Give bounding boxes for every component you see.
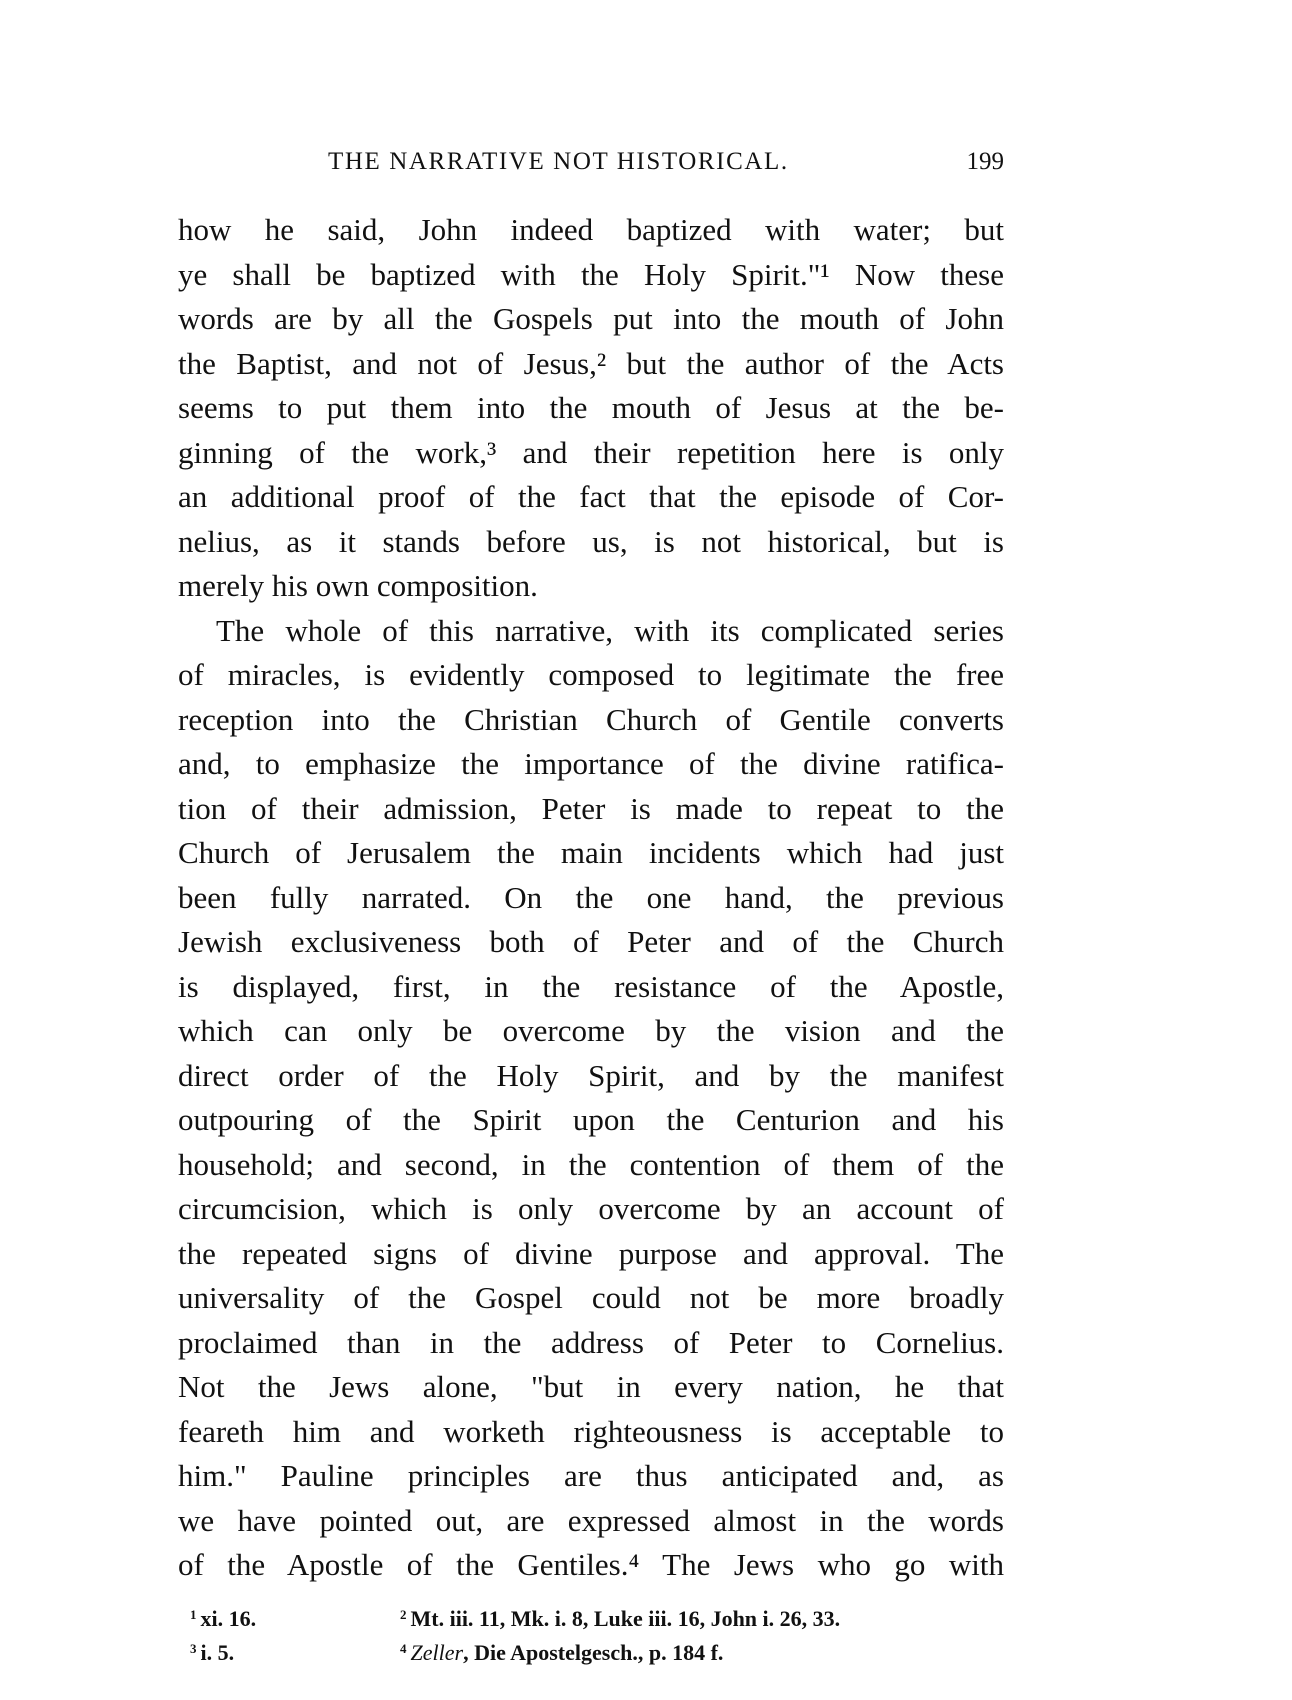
footnote-4 [400,1632,723,1670]
text-line: proclaimed than in the address of Peter to Cornelius. [178,1324,1004,1360]
text-line: how he said, John indeed baptized with water; but [178,212,1004,247]
text-line: tion of their admission, Peter is made to repeat to the [178,790,1004,826]
text-line: Jewish exclusiveness both of Peter and of the Church [178,924,1004,959]
text-line: an additional proof of the fact that the episode of Cor- [178,479,1004,514]
footnote-1 [190,1598,256,1636]
text-line: reception into the Christian Church of Gentile converts [178,701,1004,737]
footnote-2 [400,1598,840,1636]
footnote-text: , Die Apostelgesch., p. 184 f. [463,1640,724,1665]
text-line: of miracles, is evidently composed to legitimate the free [178,657,1004,692]
footnote-mark: 2 [400,1607,407,1622]
text-line: feareth him and worketh righteousness is acceptable to [178,1413,1004,1449]
text-line: him." Pauline principles are thus anticipated and, as [178,1458,1004,1493]
text-line: we have pointed out, are expressed almost in the words [178,1502,1004,1538]
text-line: been fully narrated. On the one hand, the previous [178,879,1004,915]
text-line: ginning of the work,³ and their repetition here is only [178,434,1004,470]
text-line: nelius, as it stands before us, is not historical, but is [178,523,1004,559]
text-line: direct order of the Holy Spirit, and by the manifest [178,1057,1004,1093]
paragraph-end-line: merely his own composition. [178,568,538,603]
running-head [178,148,1004,184]
footnote-author: Zeller [410,1640,464,1665]
text-line: of the Apostle of the Gentiles.⁴ The Jews who go with [178,1547,1004,1582]
text-line: the repeated signs of divine purpose and approval. The [178,1235,1004,1271]
text-line: ye shall be baptized with the Holy Spirit."¹ Now these [178,256,1004,292]
footnote-text: xi. 16. [200,1606,257,1631]
text-line: circumcision, which is only overcome by an account of [178,1191,1004,1226]
footnote-mark: 4 [400,1641,407,1656]
page-number: 199 [966,148,1004,175]
text-line: Not the Jews alone, "but in every nation, he that [178,1369,1004,1404]
footnote-mark: 3 [190,1641,197,1656]
text-line: universality of the Gospel could not be more broadly [178,1280,1004,1315]
text-line: and, to emphasize the importance of the divine ratifica- [178,746,1004,781]
text-line: seems to put them into the mouth of Jesus at the be- [178,390,1004,425]
running-title: THE NARRATIVE NOT HISTORICAL. [328,148,789,175]
text-line: the Baptist, and not of Jesus,² but the author of the Acts [178,345,1004,381]
footnote-row [190,1598,1010,1632]
text-line: words are by all the Gospels put into the mouth of John [178,301,1004,336]
footnote-3 [190,1632,234,1670]
text-line: Church of Jerusalem the main incidents which had just [178,835,1004,870]
body-text [178,208,1004,1588]
paragraph-start-line: The whole of this narrative, with its complicated series [216,612,1004,648]
footnote-row [190,1632,1010,1666]
text-line: is displayed, first, in the resistance of the Apostle, [178,968,1004,1004]
footnotes [190,1598,1010,1666]
text-line: household; and second, in the contention of them of the [178,1146,1004,1182]
text-line: outpouring of the Spirit upon the Centurion and his [178,1102,1004,1137]
footnote-mark: 1 [190,1607,197,1622]
footnote-text: i. 5. [200,1640,235,1665]
text-line: which can only be overcome by the vision and the [178,1013,1004,1048]
footnote-text: Mt. iii. 11, Mk. i. 8, Luke iii. 16, John i. 26, 33. [410,1606,841,1631]
